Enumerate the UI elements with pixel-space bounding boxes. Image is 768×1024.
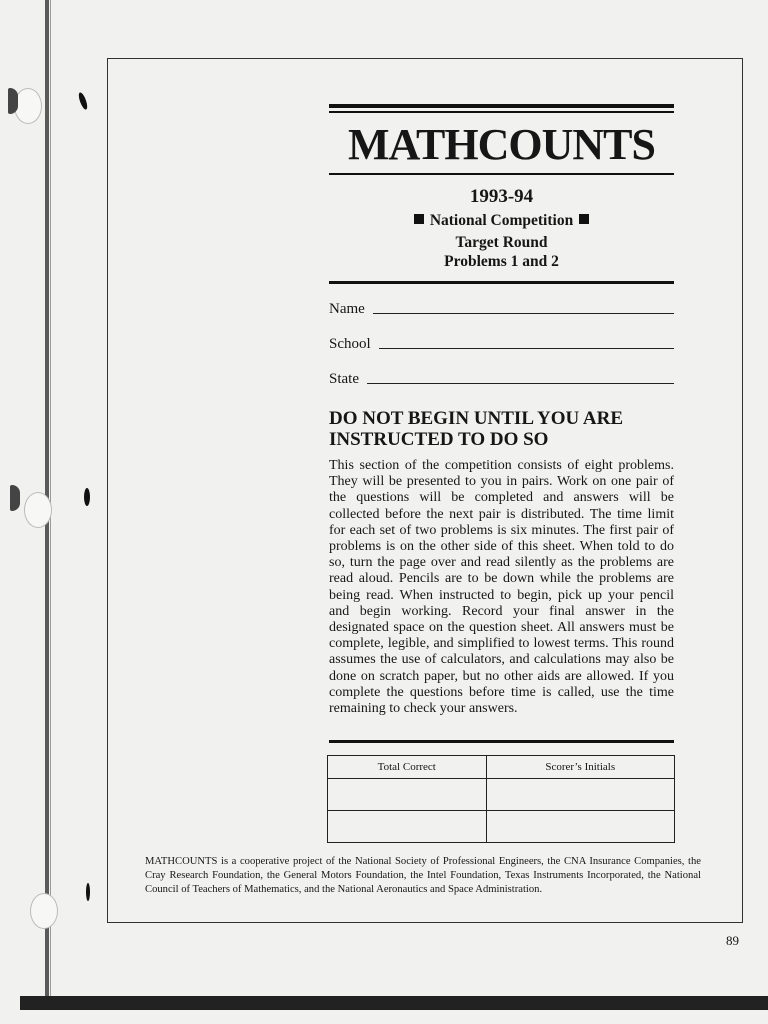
score-table-header-row: [328, 756, 675, 779]
instructions-body: This section of the competition consists of eight problems. They will be presented to you in pairs. Work on one pair of the questions will be completed and answers will be collected before the next pair is distributed. The time limit for each set of two problems is six minutes. The first pair of problems is on the other side of this sheet. When told to do so, turn the page over and read silently as the problems are read aloud. Pencils are to be down while the problems are being read. When instructed to begin, pick up your pencil and begin working. Record your final answer in the designated space on the question sheet. All answers must be complete, legible, and simplified to lowest terms. This round assumes the use of calculators, and calculations may also be done on scratch paper, but no other aids are allowed. If you complete the questions before time is called, use the time remaining to check your answers.: [329, 458, 674, 717]
competition-name-text: National Competition: [429, 212, 574, 229]
binder-edge-shadow: [50, 0, 51, 1000]
scan-bottom-edge: [20, 996, 768, 1010]
punch-hole-top: [14, 88, 42, 124]
square-bullet-icon: [414, 214, 424, 224]
name-input-line[interactable]: [373, 312, 674, 314]
punch-hole-middle: [24, 492, 52, 528]
title-rule-bottom: [329, 173, 674, 175]
score-table: [327, 755, 675, 843]
score-table-row: [328, 779, 675, 811]
hole-shadow-bottom: [86, 883, 90, 901]
title-rule-top-thick: [329, 104, 674, 108]
page-title: MATHCOUNTS: [348, 120, 655, 169]
header-divider: [329, 281, 674, 284]
problem-range: Problems 1 and 2: [444, 253, 559, 270]
competition-name: [329, 212, 674, 230]
warning-heading: DO NOT BEGIN UNTIL YOU ARE INSTRUCTED TO DO SO: [329, 408, 624, 450]
title-rule-top-thin: [329, 111, 674, 113]
hole-shadow-top: [77, 92, 89, 111]
school-field[interactable]: [329, 336, 674, 353]
competition-year: 1993-94: [469, 186, 534, 207]
binder-tab-top: [8, 88, 18, 114]
scorer-initials-cell[interactable]: [486, 779, 675, 811]
sponsor-footer: MATHCOUNTS is a cooperative project of the National Society of Professional Engineers, the CNA Insurance Companies, the Cray Research Foundation, the General Motors Foundation, the Intel Foundation, Texas Instruments Incorporated, the National Council of Teachers of Mathematics, and the National Aeronautics and Space Administration.: [145, 856, 701, 895]
page-number: 89: [726, 933, 739, 948]
state-field[interactable]: [329, 371, 674, 388]
school-label: School: [329, 336, 371, 352]
punch-hole-bottom: [30, 893, 58, 929]
state-label: State: [329, 371, 359, 387]
score-table-row: [328, 811, 675, 843]
school-input-line[interactable]: [379, 347, 674, 349]
square-bullet-icon: [579, 214, 589, 224]
hole-shadow-middle: [84, 488, 90, 506]
name-field[interactable]: [329, 301, 674, 318]
state-input-line[interactable]: [367, 382, 674, 384]
binder-tab-middle: [10, 485, 20, 511]
round-name: Target Round: [455, 234, 548, 251]
scorer-initials-cell[interactable]: [486, 811, 675, 843]
name-label: Name: [329, 301, 365, 317]
total-correct-cell[interactable]: [328, 811, 487, 843]
instructions-divider: [329, 740, 674, 743]
total-correct-cell[interactable]: [328, 779, 487, 811]
total-correct-header: Total Correct: [328, 756, 487, 779]
scorer-initials-header: Scorer’s Initials: [486, 756, 675, 779]
